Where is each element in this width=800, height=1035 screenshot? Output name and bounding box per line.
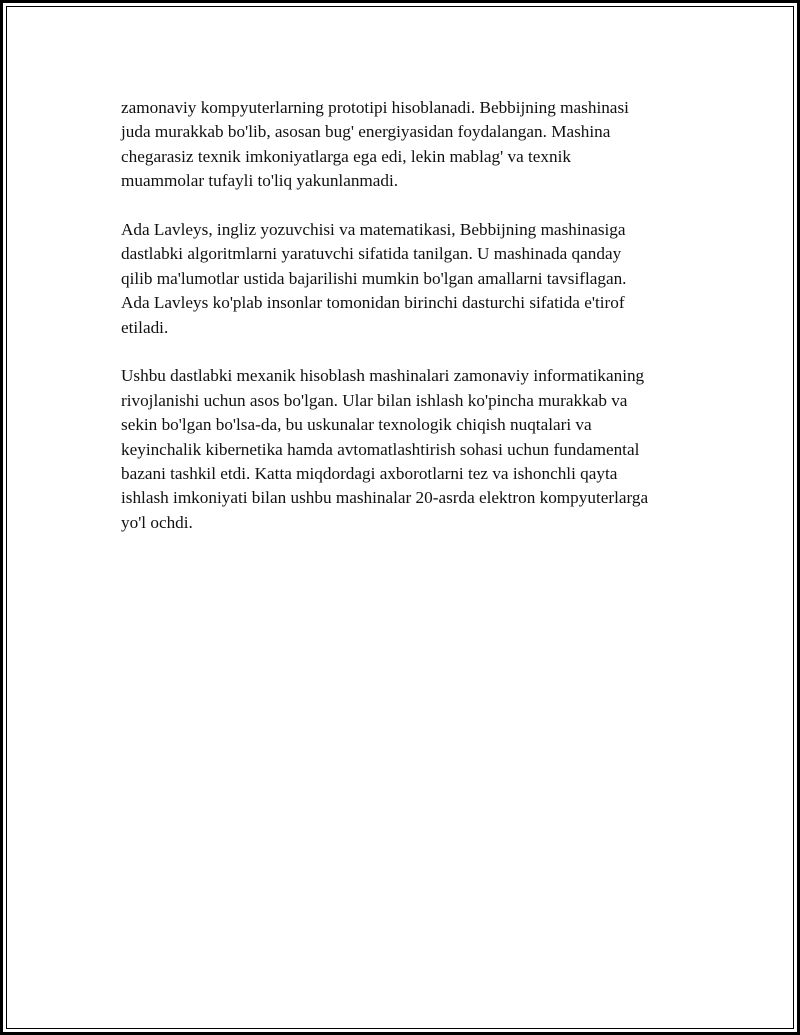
paragraph-ada-lovelace: Ada Lavleys, ingliz yozuvchisi va matematikasi, Bebbijning mashinasiga dastlabki algoritmlarni yaratuvchi sifatida tanilgan. U mashinada qanday qilib ma'lumotlar ustida bajarilishi mumkin bo'lgan amallarni tavsiflagan. Ada Lavleys ko'plab insonlar tomonidan birinchi dasturchi sifatida e'tirof etiladi. xyxy=(121,220,627,337)
paragraph-babbage-machine: zamonaviy kompyuterlarning prototipi hisoblanadi. Bebbijning mashinasi juda murakkab bo'lib, asosan bug' energiyasidan foydalangan. Mashina chegarasiz texnik imkoniyatlarga ega edi, lekin mablag' va texnik muammolar tufayli to'liq yakunlanmadi. xyxy=(121,98,629,191)
paragraph-mechanical-computers: Ushbu dastlabki mexanik hisoblash mashinalari zamonaviy informatikaning rivojlanishi uchun asos bo'lgan. Ular bilan ishlash ko'pincha murakkab va sekin bo'lgan bo'lsa-da, bu uskunalar texnologik chiqish nuqtalari va keyinchalik kibernetika hamda avtomatlashtirish sohasi uchun fundamental bazani tashkil etdi. Katta miqdordagi axborotlarni tez va ishonchli qayta ishlash imkoniyati bilan ushbu mashinalar 20-asrda elektron kompyuterlarga yo'l ochdi. xyxy=(121,366,649,532)
document-body xyxy=(121,96,701,560)
